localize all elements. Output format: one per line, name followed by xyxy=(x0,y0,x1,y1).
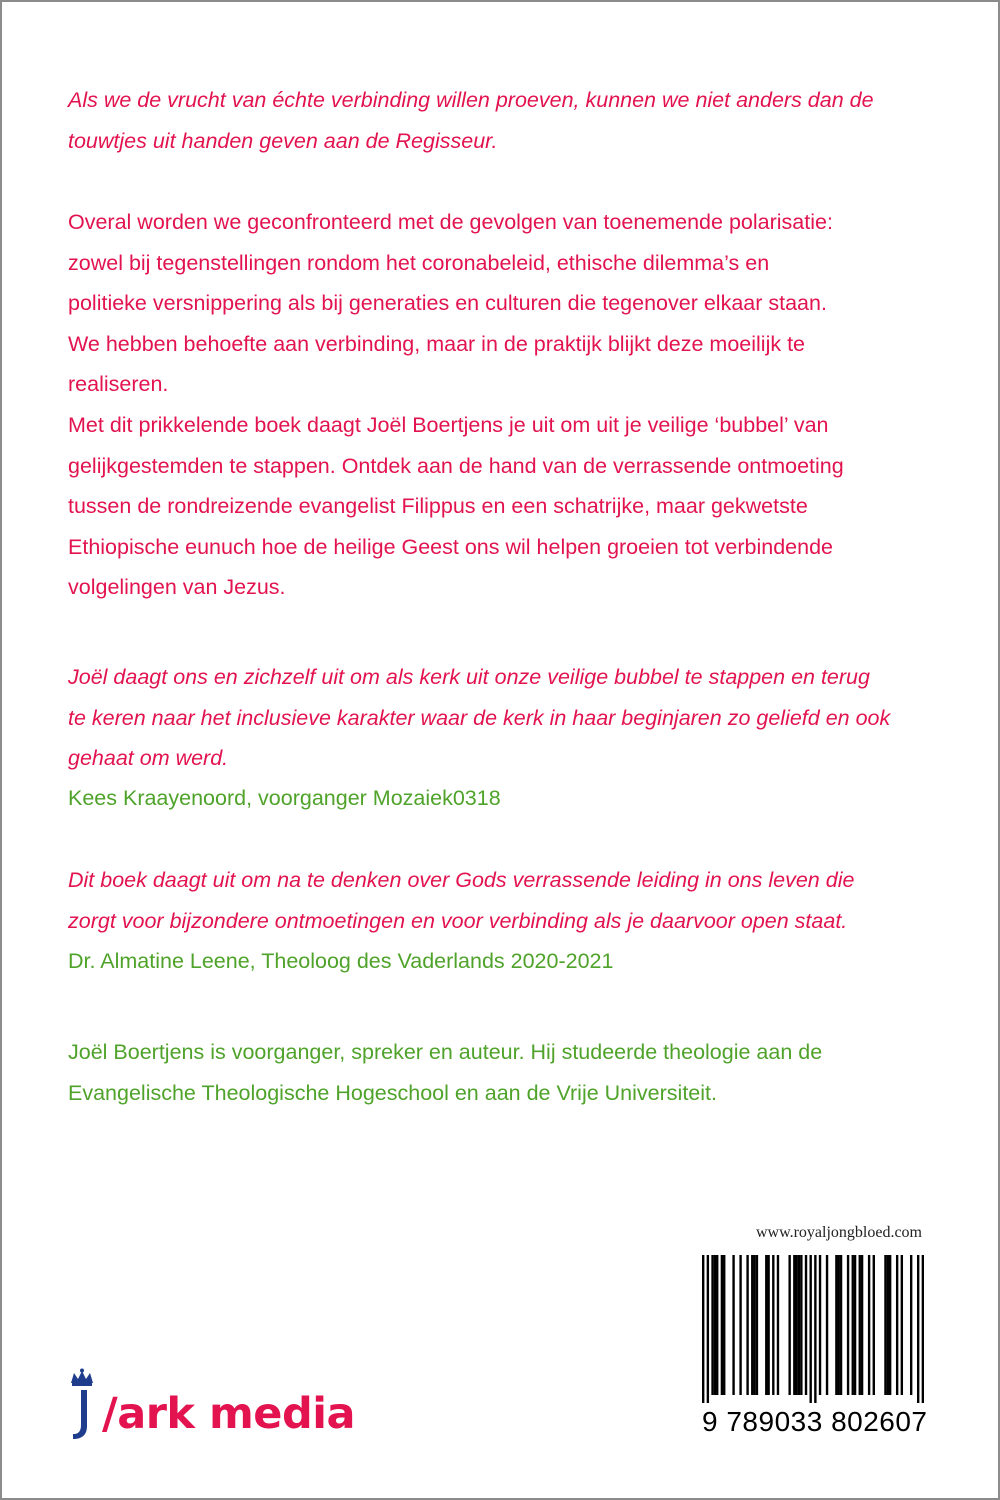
description-line: volgelingen van Jezus. xyxy=(68,575,286,600)
barcode-bar xyxy=(884,1255,886,1395)
barcode-bar xyxy=(889,1255,891,1395)
barcode-bar xyxy=(716,1255,718,1395)
barcode-bar xyxy=(765,1255,767,1395)
barcode-bar xyxy=(751,1255,753,1395)
barcode-bar xyxy=(788,1255,790,1395)
description-line: Ethiopische eunuch hoe de heilige Geest ons wil helpen groeien tot verbindende xyxy=(68,534,833,559)
barcode-bar xyxy=(819,1255,821,1395)
barcode-bar xyxy=(873,1255,875,1395)
endorsement-attribution-1 xyxy=(68,778,948,819)
description-line: realiseren. xyxy=(68,372,169,397)
description-line: tussen de rondreizende evangelist Filippus en een schatrijke, maar gekwetste xyxy=(68,494,808,519)
logo-mark xyxy=(66,1368,98,1442)
publisher-url: www.royaljongbloed.com xyxy=(755,1224,922,1241)
description-line: We hebben behoefte aan verbinding, maar in de praktijk blijkt deze moeilijk te xyxy=(68,331,806,356)
barcode-bar xyxy=(800,1255,802,1395)
barcode-bar xyxy=(809,1255,811,1403)
bio-line: Joël Boertjens is voorganger, spreker en auteur. Hij studeerde theologie aan de xyxy=(68,1040,823,1064)
barcode-bars xyxy=(702,1255,924,1403)
quote-line: zorgt voor bijzondere ontmoetingen en voor verbinding als je daarvoor open staat. xyxy=(68,908,848,933)
barcode-bar xyxy=(847,1255,849,1395)
barcode-bar xyxy=(798,1255,800,1395)
description-line: politieke versnippering als bij generaties en culturen die tegenover elkaar staan. xyxy=(68,291,827,316)
attribution-line: Kees Kraayenoord, voorganger Mozaiek0318 xyxy=(68,786,501,810)
endorsement-attribution-2 xyxy=(68,941,948,982)
attribution-line: Dr. Almatine Leene, Theoloog des Vaderlands 2020-2021 xyxy=(68,949,614,973)
barcode-bar xyxy=(887,1255,889,1395)
barcode-bar xyxy=(777,1255,779,1395)
publisher-logo xyxy=(66,1362,355,1442)
quote-line: te keren naar het inclusieve karakter waar de kerk in haar beginjaren zo geliefd en ook xyxy=(68,705,891,730)
intro-line: Als we de vrucht van échte verbinding willen proeven, kunnen we niet anders dan de xyxy=(68,88,874,112)
barcode-bar xyxy=(854,1255,856,1395)
description-line: Overal worden we geconfronteerd met de gevolgen van toenemende polarisatie: xyxy=(68,210,833,234)
barcode-bar xyxy=(805,1255,807,1395)
description-line: zowel bij tegenstellingen rondom het coronabeleid, ethische dilemma’s en xyxy=(68,250,770,275)
barcode-bar xyxy=(702,1255,704,1403)
barcode-bar xyxy=(714,1255,716,1395)
intro-text xyxy=(68,80,948,161)
barcode-bar xyxy=(756,1255,758,1395)
description-line: gelijkgestemden te stappen. Ontdek aan de hand van de verrassende ontmoeting xyxy=(68,453,844,478)
intro-line: touwtjes uit handen geven aan de Regisseur. xyxy=(68,128,498,153)
barcode-bar xyxy=(707,1255,709,1403)
barcode-bar xyxy=(868,1255,870,1395)
quote-line: gehaat om werd. xyxy=(68,746,229,771)
crown-icon xyxy=(66,1368,98,1442)
endorsement-quote-2 xyxy=(68,860,948,941)
barcode-bar xyxy=(767,1255,769,1395)
barcode-bar xyxy=(732,1255,734,1395)
barcode-bar xyxy=(814,1255,816,1403)
author-bio xyxy=(68,1032,948,1113)
barcode-bar xyxy=(852,1255,854,1395)
quote-line: Joël daagt ons en zichzelf uit om als kerk uit onze veilige bubbel te stappen en terug xyxy=(68,665,870,689)
quote-line: Dit boek daagt uit om na te denken over Gods verrassende leiding in ons leven die xyxy=(68,868,855,892)
barcode-bar xyxy=(795,1255,797,1395)
barcode-bar xyxy=(896,1255,898,1395)
barcode-bar xyxy=(861,1255,863,1395)
bio-line: Evangelische Theologische Hogeschool en aan de Vrije Universiteit. xyxy=(68,1080,717,1105)
logo-text: /ark media xyxy=(102,1389,355,1439)
description-line: Met dit prikkelende boek daagt Joël Boertjens je uit om uit je veilige ‘bubbel’ van xyxy=(68,412,829,437)
barcode-bar xyxy=(917,1255,919,1403)
barcode-bar xyxy=(901,1255,903,1395)
barcode-bar xyxy=(840,1255,842,1395)
barcode-bar xyxy=(772,1255,774,1395)
barcode-bar xyxy=(826,1255,828,1395)
barcode-bar xyxy=(859,1255,861,1395)
description-text xyxy=(68,202,948,608)
barcode-bar xyxy=(746,1255,748,1395)
barcode-bar xyxy=(838,1255,840,1395)
barcode-bar xyxy=(835,1255,837,1395)
barcode-bar xyxy=(739,1255,741,1395)
barcode-bar xyxy=(910,1255,912,1395)
isbn-number: 9 789033 802607 xyxy=(702,1406,928,1437)
barcode-bar xyxy=(721,1255,723,1395)
barcode-bar xyxy=(711,1255,713,1395)
barcode-bar xyxy=(793,1255,795,1395)
barcode-bar xyxy=(922,1255,924,1403)
barcode-bar xyxy=(723,1255,725,1395)
endorsement-quote-1 xyxy=(68,657,948,779)
barcode-bar xyxy=(753,1255,755,1395)
